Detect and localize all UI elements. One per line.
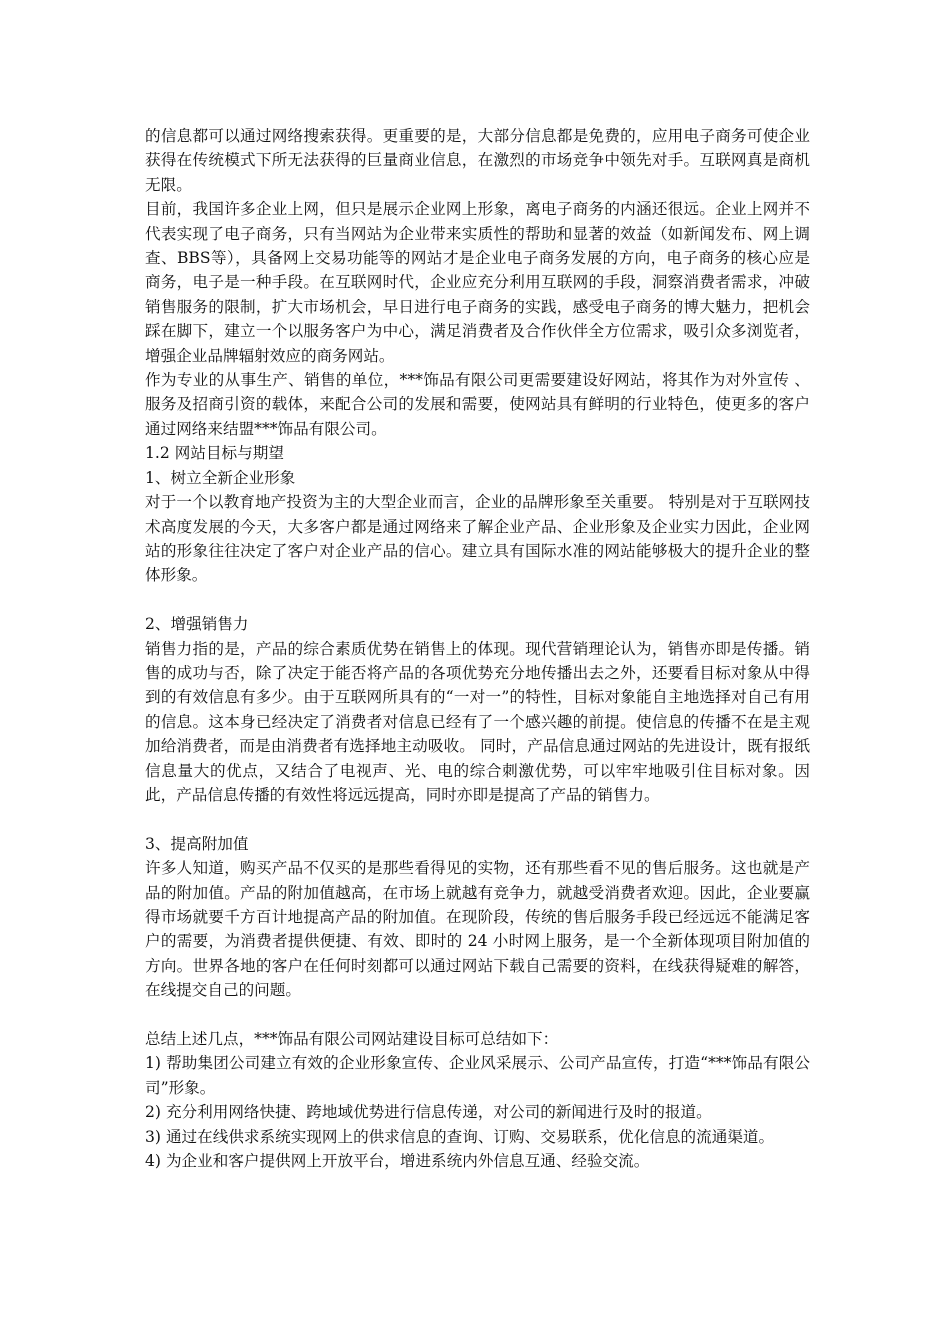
intro-paragraph: 的信息都可以通过网络搜索获得。更重要的是，大部分信息都是免费的，应用电子商务可使企业获得在传统模式下所无法获得的巨量商业信息，在激烈的市场竞争中领先对手。互联网真是商机无限。 [145,127,810,194]
goal1-heading: 1、树立全新企业形象 [145,468,296,487]
goal3-heading: 3、提高附加值 [145,834,249,853]
current-state-paragraph: 目前，我国许多企业上网，但只是展示企业网上形象，离电子商务的内涵还很远。企业上网并不代表实现了电子商务，只有当网站为企业带来实质性的帮助和显著的效益（如新闻发布、网上调查、BBS等），具备网上交易功能等的网站才是企业电子商务发展的方向，电子商务的核心应是商务，电子是一种手段。在互联网时代，企业应充分利用互联网的手段，洞察消费者需求，冲破销售服务的限制，扩大市场机会，早日进行电子商务的实践，感受电子商务的博大魅力，把机会踩在脚下，建立一个以服务客户为中心，满足消费者及合作伙伴全方位需求，吸引众多浏览者，增强企业品牌辐射效应的商务网站。 [145,200,810,365]
summary-item: 2) 充分利用网络快捷、跨地域优势进行信息传递，对公司的新闻进行及时的报道。 [145,1103,712,1122]
summary-intro: 总结上述几点，***饰品有限公司网站建设目标可总结如下： [145,1029,559,1048]
blank-line [145,588,810,612]
section-heading: 1.2 网站目标与期望 [145,444,284,463]
goal2-heading: 2、增强销售力 [145,615,249,634]
document-body [145,124,810,1173]
goal2-body: 销售力指的是，产品的综合素质优势在销售上的体现。现代营销理论认为，销售亦即是传播。销售的成功与否，除了决定于能否将产品的各项优势充分地传播出去之外，还要看目标对象从中得到的有效信息有多少。由于互联网所具有的“一对一”的特性，目标对象能自主地选择对自己有用的信息。这本身已经决定了消费者对信息已经有了一个感兴趣的前提。使信息的传播不在是主观加给消费者，而是由消费者有选择地主动吸收。 同时，产品信息通过网站的先进设计，既有报纸信息量大的优点，又结合了电视声、光、电的综合刺激优势，可以牢牢地吸引住目标对象。因此，产品信息传播的有效性将远远提高，同时亦即是提高了产品的销售力。 [145,639,810,804]
summary-item: 4) 为企业和客户提供网上开放平台，增进系统内外信息互通、经验交流。 [145,1152,650,1171]
summary-item: 1) 帮助集团公司建立有效的企业形象宣传、企业风采展示、公司产品宣传，打造“***饰品有限公司”形象。 [145,1054,810,1097]
goal3-body: 许多人知道，购买产品不仅买的是那些看得见的实物，还有那些看不见的售后服务。这也就是产品的附加值。产品的附加值越高，在市场上就越有竞争力，就越受消费者欢迎。因此，企业要赢得市场就要千方百计地提高产品的附加值。在现阶段，传统的售后服务手段已经远远不能满足客户的需要，为消费者提供便捷、有效、即时的 24 小时网上服务，是一个全新体现项目附加值的方向。世界各地的客户在任何时刻都可以通过网站下载自己需要的资料，在线获得疑难的解答，在线提交自己的问题。 [145,859,810,1000]
goal1-body: 对于一个以教育地产投资为主的大型企业而言，企业的品牌形象至关重要。 特别是对于互联网技术高度发展的今天，大多客户都是通过网络来了解企业产品、企业形象及企业实力因此，企业网站的形象往往决定了客户对企业产品的信心。建立具有国际水准的网站能够极大的提升企业的整体形象。 [145,493,810,585]
blank-line [145,1003,810,1027]
company-paragraph: 作为专业的从事生产、销售的单位，***饰品有限公司更需要建设好网站，将其作为对外宣传 、服务及招商引资的载体，来配合公司的发展和需要，使网站具有鲜明的行业特色，使更多的客户通过网络来结盟***饰品有限公司。 [145,371,810,438]
blank-line [145,807,810,831]
summary-item: 3) 通过在线供求系统实现网上的供求信息的查询、订购、交易联系，优化信息的流通渠道。 [145,1127,775,1146]
